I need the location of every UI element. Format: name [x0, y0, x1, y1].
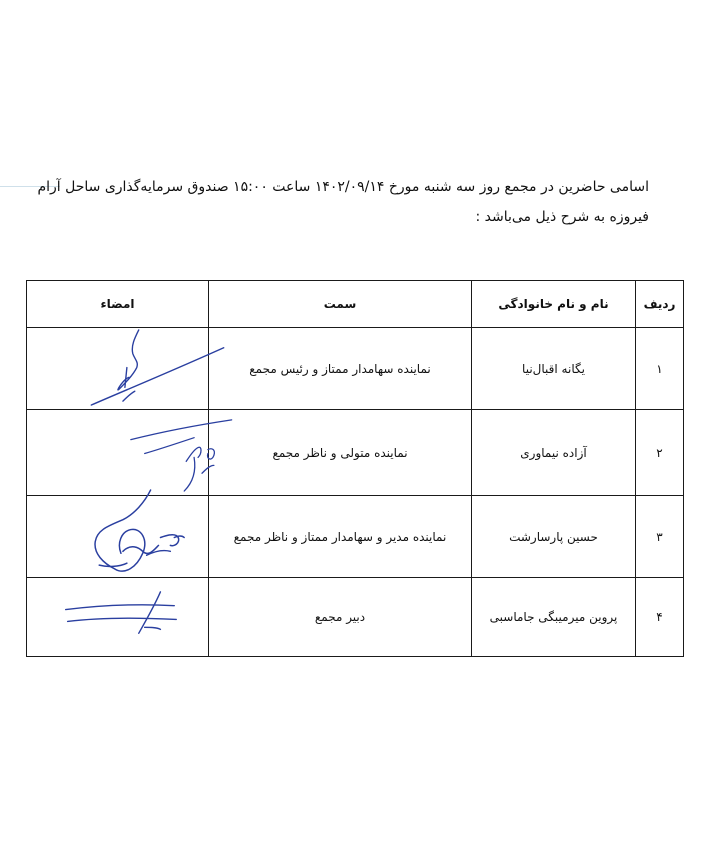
table-row — [27, 496, 684, 578]
attendee-role: نماینده سهامدار ممتاز و رئیس مجمع — [209, 328, 472, 410]
attendee-name: حسین پارسارشت — [472, 496, 636, 578]
row-number: ۱ — [636, 328, 684, 410]
attendee-name: پروین میرمیبگی جاماسبی — [472, 578, 636, 657]
table-header-row — [27, 281, 684, 328]
intro-line-2: فیروزه به شرح ذیل می‌باشد : — [475, 209, 649, 225]
attendee-role: نماینده متولی و ناظر مجمع — [209, 410, 472, 496]
header-position: سمت — [209, 281, 472, 328]
signature-cell — [27, 410, 209, 496]
signature-4 — [27, 578, 208, 656]
row-number: ۴ — [636, 578, 684, 657]
attendee-name: یگانه اقبال‌نیا — [472, 328, 636, 410]
signature-cell — [27, 578, 209, 657]
intro-line-1: اسامی حاضرین در مجمع روز سه شنبه مورخ ۱۴۰۲/۰۹/۱۴ ساعت ۱۵:۰۰ صندوق سرمایه‌گذاری ساحل آرام — [37, 179, 649, 195]
signature-2 — [27, 410, 208, 495]
table-row — [27, 410, 684, 496]
header-row-number: ردیف — [636, 281, 684, 328]
attendee-role: دبیر مجمع — [209, 578, 472, 657]
header-full-name: نام و نام خانوادگی — [472, 281, 636, 328]
signature-1 — [27, 328, 208, 409]
signature-cell — [27, 496, 209, 578]
signature-cell — [27, 328, 209, 410]
attendance-table — [26, 280, 684, 657]
header-signature: امضاء — [27, 281, 209, 328]
intro-paragraph — [20, 172, 649, 232]
attendee-role: نماینده مدیر و سهامدار ممتاز و ناظر مجمع — [209, 496, 472, 578]
table-row — [27, 578, 684, 657]
attendee-name: آزاده نیماوری — [472, 410, 636, 496]
row-number: ۳ — [636, 496, 684, 578]
row-number: ۲ — [636, 410, 684, 496]
signature-3 — [27, 496, 208, 577]
table-row — [27, 328, 684, 410]
